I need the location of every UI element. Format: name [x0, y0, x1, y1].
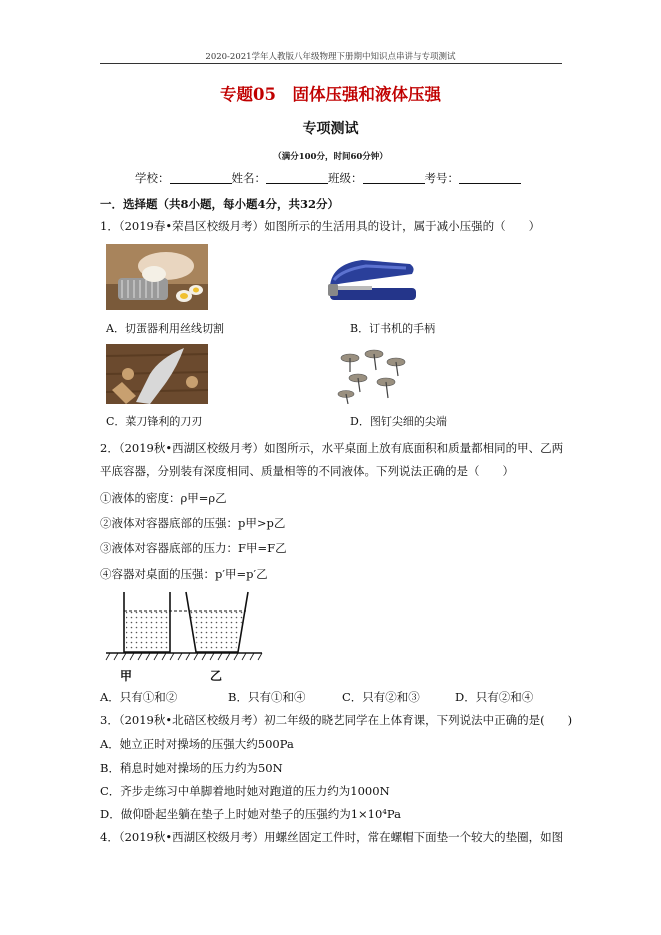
document-title: 专题05 固体压强和液体压强	[220, 85, 441, 104]
stapler-image	[322, 250, 418, 308]
q3-stem: 3．（2019秋•北碚区校级月考）初二年级的晓艺同学在上体育课，下列说法中正确的是( )	[100, 713, 573, 727]
egg-slicer-illustration	[106, 244, 208, 310]
exam-no-blank[interactable]	[459, 171, 521, 184]
school-label: 学校：	[135, 171, 170, 185]
container-yi-label: 乙	[210, 669, 223, 683]
q1-option-d: D．图钉尖细的尖端	[350, 415, 447, 428]
q2-statement-2: ②液体对容器底部的压强：p甲>p乙	[100, 516, 286, 530]
q3-option-c: C．齐步走练习中单脚着地时她对跑道的压力约为1000N	[100, 784, 390, 798]
container-jia-label: 甲	[120, 669, 133, 683]
name-blank[interactable]	[266, 171, 328, 184]
q2-option-d: D．只有②和④	[455, 690, 534, 704]
containers-diagram	[104, 590, 264, 664]
q2-statement-4: ④容器对桌面的压强：p′甲=p′乙	[100, 567, 268, 581]
q2-option-a: A．只有①和②	[100, 690, 178, 704]
class-label: 班级：	[328, 171, 363, 185]
q1-option-a: A．切蛋器利用丝线切割	[106, 322, 224, 335]
q2-option-b: B．只有①和④	[228, 690, 306, 704]
q1-stem: 1．（2019春•荣昌区校级月考）如图所示的生活用具的设计，属于减小压强的（ ）	[100, 219, 541, 233]
q3-option-b: B．稍息时她对操场的压力约为50N	[100, 761, 283, 775]
q1-option-b: B．订书机的手柄	[350, 322, 436, 335]
knife-image	[106, 344, 208, 404]
q2-stem-line2: 平底容器，分别装有深度相同、质量相等的不同液体。下列说法正确的是（ ）	[100, 464, 514, 478]
student-info-line	[135, 170, 521, 186]
school-blank[interactable]	[170, 171, 232, 184]
name-label: 姓名：	[231, 171, 266, 185]
score-time-note: （满分100分，时间60分钟）	[273, 152, 388, 162]
knife-illustration	[106, 344, 208, 404]
header-divider	[100, 63, 562, 64]
stapler-illustration	[322, 250, 418, 308]
q3-option-d: D．做仰卧起坐躺在垫子上时她对垫子的压强约为1×10⁴Pa	[100, 807, 401, 821]
q4-stem: 4．（2019秋•西湖区校级月考）用螺丝固定工件时，常在螺帽下面垫一个较大的垫圈，如图	[100, 830, 564, 844]
q3-option-a: A．她立正时对操场的压强大约500Pa	[100, 737, 294, 751]
q1-option-c: C．菜刀锋利的刀刃	[106, 415, 203, 428]
q2-option-c: C．只有②和③	[342, 690, 420, 704]
containers-illustration	[104, 590, 264, 664]
egg-slicer-image	[106, 244, 208, 310]
thumbtacks-illustration	[334, 344, 414, 404]
page-header: 2020-2021学年人教版八年级物理下册期中知识点串讲与专项测试	[205, 52, 456, 62]
q2-statement-3: ③液体对容器底部的压力：F甲=F乙	[100, 541, 287, 555]
exam-no-label: 考号：	[424, 171, 459, 185]
thumbtacks-image	[334, 344, 414, 404]
section-heading: 一．选择题（共8小题，每小题4分，共32分）	[100, 197, 340, 211]
class-blank[interactable]	[363, 171, 425, 184]
document-subtitle: 专项测试	[302, 121, 359, 137]
q2-statement-1: ①液体的密度：ρ甲=ρ乙	[100, 491, 227, 505]
q2-stem-line1: 2．（2019秋•西湖区校级月考）如图所示，水平桌面上放有底面积和质量都相同的甲、乙两	[100, 441, 564, 455]
